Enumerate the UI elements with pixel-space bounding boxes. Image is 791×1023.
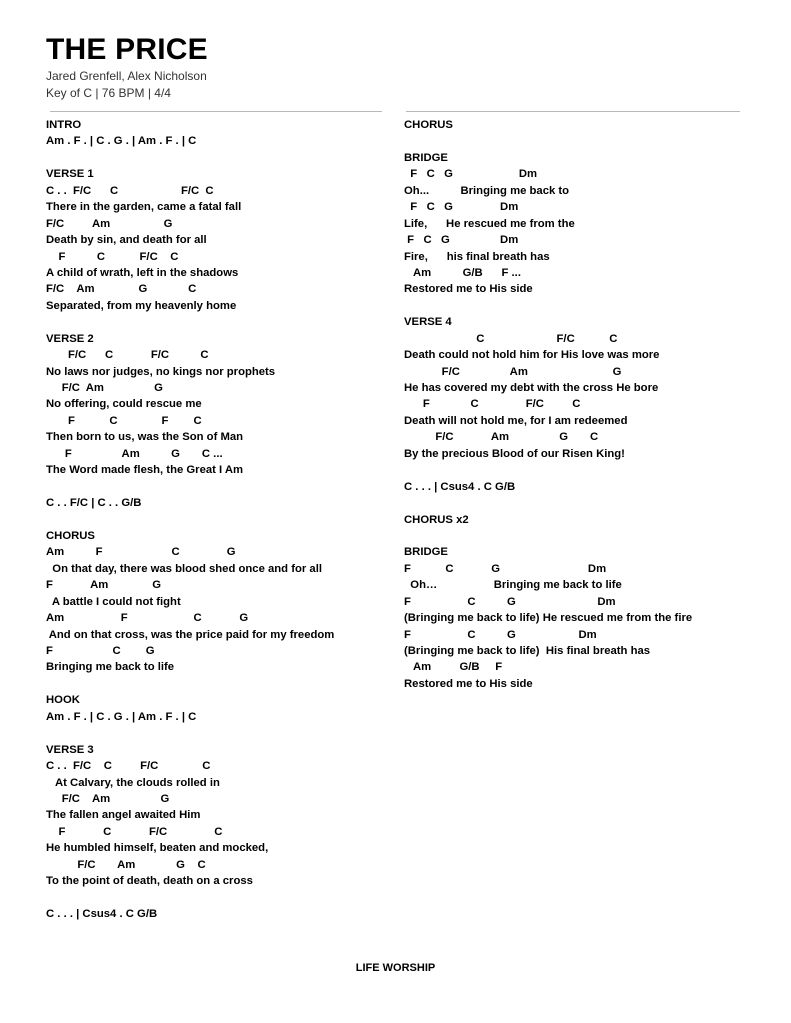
sheet-line: Am G/B F ... bbox=[404, 266, 521, 279]
sheet-line: Oh… Bringing me back to life bbox=[404, 579, 622, 592]
sheet-line: (Bringing me back to life) He rescued me from the fire bbox=[404, 612, 693, 625]
sheet-line: VERSE 1 bbox=[46, 168, 94, 181]
sheet-line: And on that cross, was the price paid for my freedom bbox=[46, 628, 335, 641]
sheet-line: F C G Dm bbox=[404, 234, 519, 247]
sheet-line: F C G Dm bbox=[404, 562, 607, 575]
sheet-line bbox=[404, 528, 749, 544]
sheet-line: F/C C F/C C bbox=[46, 349, 209, 362]
sheet-line: Separated, from my heavenly home bbox=[46, 299, 237, 312]
song-authors: Jared Grenfell, Alex Nicholson bbox=[46, 69, 207, 83]
sheet-line: A child of wrath, left in the shadows bbox=[46, 266, 239, 279]
sheet-line: F/C Am G C bbox=[404, 431, 599, 444]
sheet-line: Death by sin, and death for all bbox=[46, 234, 207, 247]
sheet-line: C F/C C bbox=[404, 332, 618, 345]
sheet-line: BRIDGE bbox=[404, 546, 448, 559]
sheet-line: CHORUS x2 bbox=[404, 513, 469, 526]
sheet-line: Then born to us, was the Son of Man bbox=[46, 431, 244, 444]
sheet-line: He has covered my debt with the cross He bore bbox=[404, 382, 659, 394]
sheet-line: C . . . | Csus4 . C G/B bbox=[404, 480, 516, 493]
sheet-line: A battle I could not fight bbox=[46, 595, 181, 608]
sheet-line: BRIDGE bbox=[404, 151, 448, 164]
sheet-line: F C G bbox=[46, 645, 155, 657]
sheet-line: F C G Dm bbox=[404, 628, 597, 641]
sheet-line: On that day, there was blood shed once and for all bbox=[46, 562, 322, 575]
sheet-line bbox=[46, 314, 391, 330]
sheet-line: F C F/C C bbox=[46, 250, 179, 263]
sheet-line: VERSE 3 bbox=[46, 743, 94, 756]
sheet-line: The fallen angel awaited Him bbox=[46, 809, 201, 822]
sheet-line: F/C Am G bbox=[46, 382, 163, 394]
sheet-line: F Am G C ... bbox=[46, 447, 223, 460]
sheet-line: F/C Am G C bbox=[46, 858, 206, 871]
sheet-line: Death will not hold me, for I am redeemed bbox=[404, 414, 628, 427]
sheet-line: No laws nor judges, no kings nor prophets bbox=[46, 365, 276, 378]
sheet-line: CHORUS bbox=[46, 529, 95, 542]
sheet-line: C . . F/C | C . . G/B bbox=[46, 497, 142, 510]
sheet-line: C . . . | Csus4 . C G/B bbox=[46, 908, 158, 920]
sheet-line: He humbled himself, beaten and mocked, bbox=[46, 842, 269, 855]
sheet-line: No offering, could rescue me bbox=[46, 398, 202, 411]
sheet-line: To the point of death, death on a cross bbox=[46, 875, 253, 888]
page-footer: LIFE WORSHIP bbox=[355, 962, 436, 974]
sheet-line: CHORUS bbox=[404, 119, 453, 131]
sheet-line: VERSE 4 bbox=[404, 316, 452, 329]
sheet-line: Bringing me back to life bbox=[46, 661, 175, 674]
divider-left bbox=[50, 111, 382, 112]
divider-right bbox=[406, 111, 740, 112]
sheet-line: Life, He rescued me from the bbox=[404, 217, 575, 230]
song-title: THE PRICE bbox=[46, 33, 208, 66]
sheet-line: Fire, his final breath has bbox=[404, 250, 550, 263]
sheet-line bbox=[404, 495, 749, 511]
sheet-line: Restored me to His side bbox=[404, 677, 533, 690]
sheet-line: F/C Am G bbox=[46, 217, 173, 230]
sheet-line: (Bringing me back to life) His final breath has bbox=[404, 645, 651, 657]
sheet-line bbox=[46, 676, 391, 692]
sheet-line: By the precious Blood of our Risen King! bbox=[404, 447, 625, 460]
sheet-line bbox=[46, 725, 391, 741]
sheet-line bbox=[46, 150, 391, 166]
sheet-line: F C G Dm bbox=[404, 201, 519, 214]
sheet-line: There in the garden, came a fatal fall bbox=[46, 201, 242, 214]
sheet-line bbox=[404, 462, 749, 478]
sheet-line: INTRO bbox=[46, 119, 82, 131]
sheet-line: F C G Dm bbox=[404, 168, 538, 181]
sheet-line: F C F C bbox=[46, 414, 202, 427]
sheet-line: Am F C G bbox=[46, 612, 249, 625]
sheet-line: Oh... Bringing me back to bbox=[404, 184, 570, 197]
sheet-line: F C F/C C bbox=[46, 825, 223, 838]
sheet-line: Am G/B F bbox=[404, 661, 503, 674]
sheet-line: At Calvary, the clouds rolled in bbox=[46, 776, 220, 789]
sheet-line: Am . F . | C . G . | Am . F . | C bbox=[46, 135, 197, 148]
sheet-line: F C F/C C bbox=[404, 398, 581, 411]
sheet-line bbox=[46, 890, 391, 906]
sheet-line: The Word made flesh, the Great I Am bbox=[46, 464, 244, 477]
sheet-line bbox=[404, 298, 749, 314]
sheet-line: Restored me to His side bbox=[404, 283, 533, 296]
lyrics-column-right bbox=[404, 117, 749, 692]
sheet-line: HOOK bbox=[46, 694, 80, 707]
sheet-line bbox=[46, 479, 391, 495]
lyrics-column-left bbox=[46, 117, 391, 922]
sheet-line: F/C Am G C bbox=[46, 283, 197, 296]
sheet-line: VERSE 2 bbox=[46, 332, 94, 345]
song-meta: Key of C | 76 BPM | 4/4 bbox=[46, 86, 171, 100]
sheet-line: Death could not hold him for His love was more bbox=[404, 349, 660, 362]
sheet-line: C . . F/C C F/C C bbox=[46, 760, 211, 773]
sheet-line: F/C Am G bbox=[46, 792, 170, 805]
sheet-line: F C G Dm bbox=[404, 595, 616, 608]
sheet-line: Am F C G bbox=[46, 546, 236, 559]
sheet-line: C . . F/C C F/C C bbox=[46, 184, 214, 197]
sheet-line bbox=[46, 512, 391, 528]
sheet-line: F Am G bbox=[46, 579, 162, 592]
sheet-line: Am . F . | C . G . | Am . F . | C bbox=[46, 710, 197, 723]
sheet-line: F/C Am G bbox=[404, 365, 622, 378]
sheet-line bbox=[404, 133, 749, 149]
